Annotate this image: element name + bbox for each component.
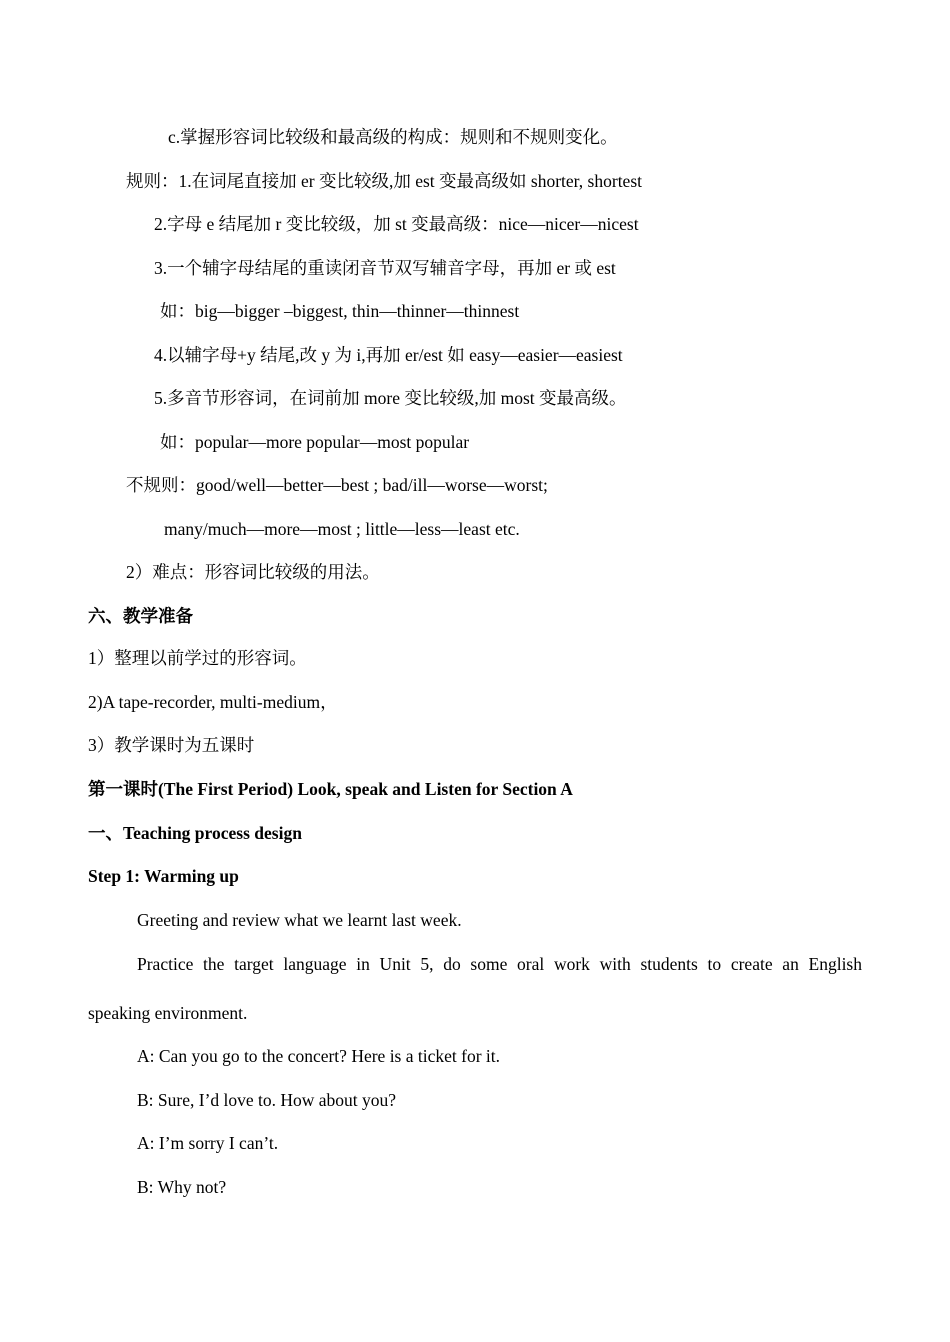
irregular-rules-1: 不规则：good/well—better—best ; bad/ill—worse—worst; (126, 475, 548, 495)
regular-rules-5-example: 如：popular—more popular—most popular (160, 432, 470, 452)
difficulty-point: 2）难点：形容词比较级的用法。 (126, 562, 380, 582)
dialogue-line-3: A: I’m sorry I can’t. (137, 1133, 279, 1153)
regular-rules-4: 4.以辅字母+y 结尾,改 y 为 i,再加 er/est 如 easy—easier—easiest (154, 345, 623, 365)
irregular-rules-2: many/much—more—most ; little—less—least etc. (164, 519, 520, 539)
regular-rules-5: 5.多音节形容词，在词前加 more 变比较级,加 most 变最高级。 (154, 388, 627, 408)
section-heading-preparation: 六、教学准备 (88, 606, 193, 626)
regular-rules-3: 3.一个辅字母结尾的重读闭音节双写辅音字母，再加 er 或 est (154, 258, 616, 278)
regular-rules-2: 2.字母 e 结尾加 r 变比较级，加 st 变最高级：nice—nicer—nicest (154, 214, 639, 234)
dialogue-line-4: B: Why not? (137, 1177, 227, 1197)
dialogue-line-1: A: Can you go to the concert? Here is a ticket for it. (137, 1046, 501, 1066)
period-heading: 第一课时(The First Period) Look, speak and Listen for Section A (88, 779, 573, 799)
preparation-item-3: 3）教学课时为五课时 (88, 735, 255, 755)
regular-rules-3-example: 如：big—bigger –biggest, thin—thinner—thinnest (160, 301, 520, 321)
step-1-practice: Practice the target language in Unit 5, do some oral work with students to create an English (137, 954, 862, 974)
step-1-heading: Step 1: Warming up (88, 866, 239, 886)
dialogue-line-2: B: Sure, I’d love to. How about you? (137, 1090, 397, 1110)
step-1-practice-cont: speaking environment. (88, 1003, 248, 1023)
step-1-greeting: Greeting and review what we learnt last week. (137, 910, 462, 930)
regular-rules-1: 规则：1.在词尾直接加 er 变比较级,加 est 变最高级如 shorter, shortest (126, 171, 642, 191)
objective-c: c.掌握形容词比较级和最高级的构成：规则和不规则变化。 (168, 127, 618, 147)
preparation-item-1: 1）整理以前学过的形容词。 (88, 648, 307, 668)
teaching-process-heading: 一、Teaching process design (88, 823, 302, 843)
preparation-item-2: 2)A tape-recorder, multi-medium， (88, 692, 338, 712)
